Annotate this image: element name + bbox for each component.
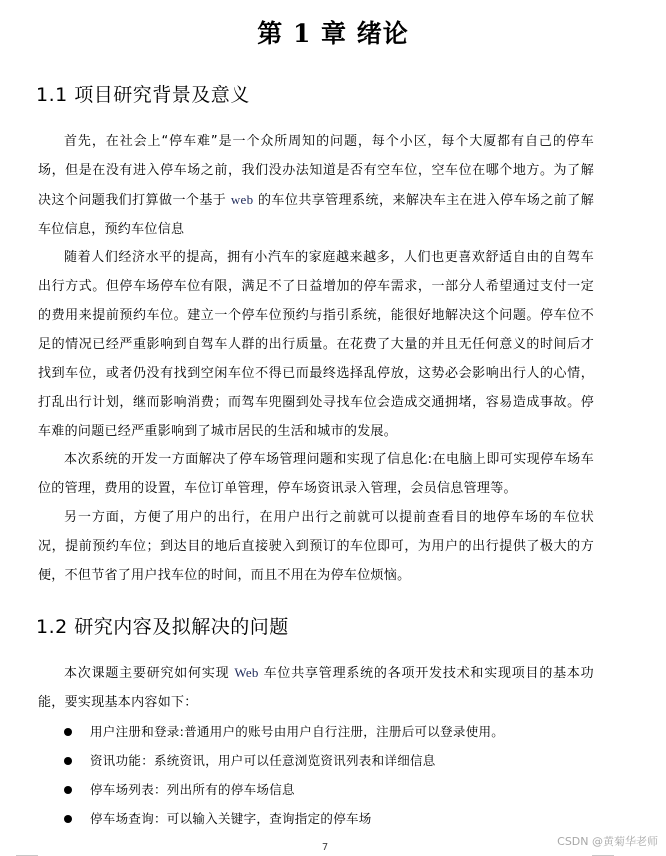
bullet-icon — [64, 728, 72, 736]
page-number: 7 — [321, 842, 329, 853]
paragraph-background-3: 本次系统的开发一方面解决了停车场管理问题和实现了信息化:在电脑上即可实现停车场车位的管理，费用的设置，车位订单管理，停车场资讯录入管理，会员信息管理等。 — [38, 452, 594, 496]
list-item: 用户注册和登录:普通用户的账号由用户自行注册，注册后可以登录使用。 — [60, 717, 504, 746]
chapter-title: 第 1 章 绪论 — [257, 19, 409, 48]
list-item: 停车场列表：列出所有的停车场信息 — [60, 775, 504, 804]
paragraph-background-1: 首先，在社会上“停车难”是一个众所周知的问题，每个小区，每个大厦都有自己的停车场，但是在没有进入停车场之前，我们没办法知道是否有空车位，空车位在哪个地方。为了解决这个问题我们打算做一个基于 web 的车位共享管理系统，来解决车主在进入停车场之前了解车位信息，预约车位信息 — [38, 134, 595, 237]
watermark: CSDN @黄菊华老师 — [557, 835, 658, 848]
bullet-icon — [64, 815, 72, 823]
feature-list — [60, 717, 504, 833]
paragraph-research-content: 本次课题主要研究如何实现 Web 车位共享管理系统的各项开发技术和实现项目的基本功能，要实现基本内容如下： — [38, 665, 594, 710]
list-item: 停车场查询：可以输入关键字，查询指定的停车场 — [60, 804, 504, 833]
paragraph-background-2: 随着人们经济水平的提高，拥有小汽车的家庭越来越多，人们也更喜欢舒适自由的自驾车出行方式。但停车场停车位有限，满足不了日益增加的停车需求，一部分人希望通过支付一定的费用来提前预约车位。建立一个停车位预约与指引系统，能很好地解决这个问题。停车位不足的情况已经严重影响到自驾车人群的出行质量。在花费了大量的并且无任何意义的时间后才找到车位，或者仍没有找到空闲车位不得已而最终选择乱停放，这势必会影响出行人的心情，打乱出行计划，继而影响消费；而驾车兜圈到处寻找车位会造成交通拥堵，容易造成事故。停车难的问题已经严重影响到了城市居民的生活和城市的发展。 — [38, 250, 594, 439]
section-title-1-2: 1.2 研究内容及拟解决的问题 — [36, 616, 289, 638]
list-item: 资讯功能：系统资讯，用户可以任意浏览资讯列表和详细信息 — [60, 746, 504, 775]
section-title-1-1: 1.1 项目研究背景及意义 — [36, 84, 250, 106]
bullet-icon — [64, 786, 72, 794]
paragraph-background-4: 另一方面，方便了用户的出行，在用户出行之前就可以提前查看目的地停车场的车位状况，提前预约车位；到达目的地后直接驶入到预订的车位即可，为用户的出行提供了极大的方便，不但节省了用户找车位的时间，而且不用在为停车位烦恼。 — [38, 510, 594, 583]
bullet-icon — [64, 757, 72, 765]
